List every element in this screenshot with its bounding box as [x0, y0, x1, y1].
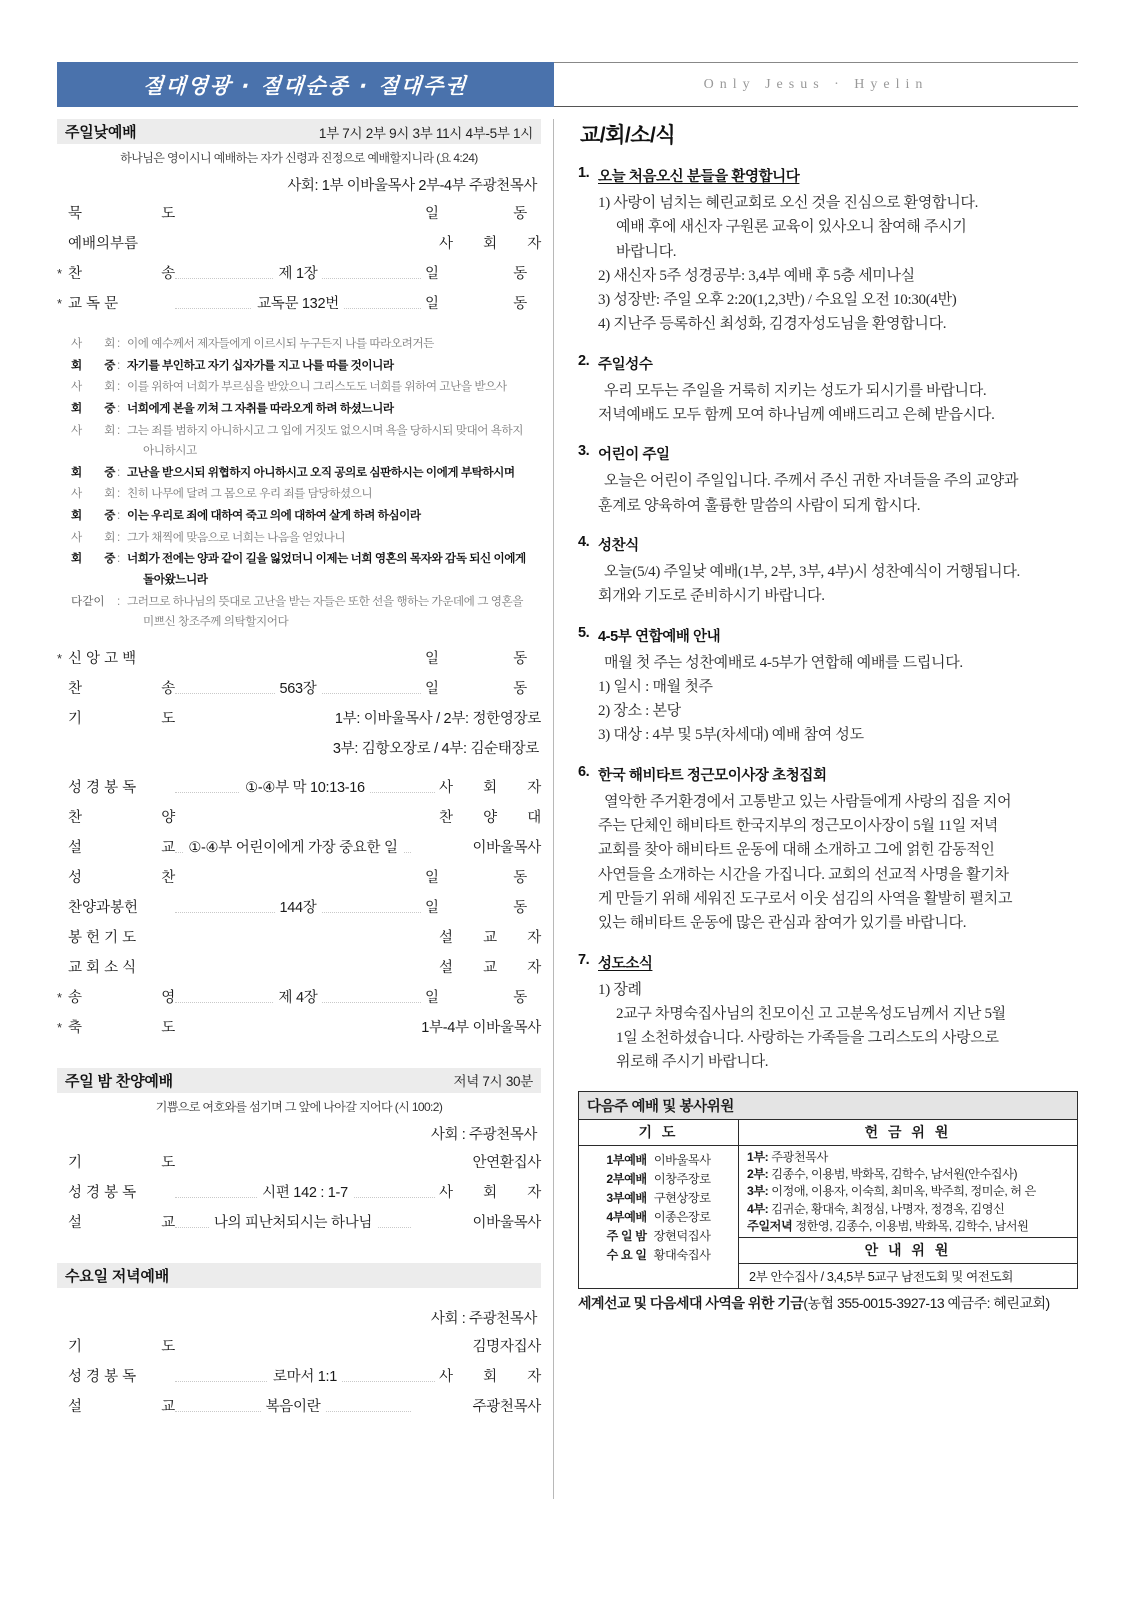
- prayer-person: 구현상장로: [653, 1190, 711, 1205]
- offering-column-header: 헌 금 위 원: [739, 1120, 1077, 1146]
- order-row-detail: [175, 1181, 435, 1202]
- prayer-assignment-row: [579, 1207, 738, 1226]
- announcement-number: 6.: [578, 763, 590, 780]
- order-row: [57, 806, 541, 836]
- announcement-line: 오늘은 어린이 주일입니다. 주께서 주신 귀한 자녀들을 주의 교양과: [604, 473, 1019, 490]
- responsive-reading-line: [71, 549, 541, 590]
- announcement-line: 매월 첫 주는 성찬예배로 4-5부가 연합해 예배를 드립니다.: [604, 654, 963, 671]
- order-row-detail-text: 제 4장: [274, 990, 323, 1006]
- order-row-label: 찬 송: [68, 680, 175, 697]
- offering-service: 4부:: [747, 1201, 772, 1216]
- responsive-speaker: 사 회: [71, 423, 115, 437]
- prayer-second-line: 3부: 김항오장로 / 4부: 김순태장로: [332, 740, 539, 757]
- order-row-person: 1부: 이바울목사 / 2부: 정한영장로: [334, 710, 541, 727]
- offering-assignments: [739, 1146, 1077, 1238]
- offering-people: 이정애, 이용자, 이숙희, 최미옥, 박주희, 정미순, 허 은: [771, 1184, 1036, 1199]
- announcement-line: 3) 성장반: 주일 오후 2:20(1,2,3반) / 수요일 오전 10:30(4반): [598, 292, 957, 309]
- prayer-assignment-row: [579, 1169, 738, 1188]
- prayer-assignment-row: [579, 1188, 738, 1207]
- announcement-body: [578, 560, 1078, 609]
- announcement-heading-text: 한국 해비타트 정근모이사장 초청집회: [598, 767, 827, 784]
- announcement-number: 3.: [578, 443, 590, 460]
- order-row-detail-text: 교독문 132번: [252, 296, 344, 312]
- announcement-line: 회개와 기도로 준비하시기 바랍니다.: [598, 588, 825, 605]
- sunday-day-order-part1: [57, 202, 541, 322]
- responsive-reading-line: [71, 528, 541, 549]
- announcement-line: 2) 장소 : 본당: [598, 703, 681, 720]
- prayer-service: 2부예배: [606, 1171, 647, 1186]
- announcement-number: 2.: [578, 352, 590, 369]
- page-title: 교/회/소/식: [580, 124, 676, 147]
- order-row-label: 찬양과봉헌: [68, 899, 139, 916]
- order-row-detail: [175, 836, 411, 857]
- order-row-detail-text: ①-④부 어린이에게 가장 중요한 일: [183, 840, 402, 856]
- guide-column-header: 안 내 위 원: [739, 1237, 1077, 1264]
- order-row-detail: [175, 1211, 411, 1232]
- section-header-sunday-day: [57, 119, 541, 144]
- order-row-label: 성 찬: [68, 869, 175, 886]
- order-row-label: 송 영: [68, 989, 175, 1006]
- order-row: [57, 707, 541, 737]
- announcement-heading-text: 오늘 처음오신 분들을 환영합니다: [598, 169, 800, 185]
- prayer-person: 이바울목사: [653, 1152, 711, 1167]
- prayer-service: 4부예배: [606, 1209, 647, 1224]
- order-row-detail-text: 144장: [275, 900, 322, 916]
- responsive-reading-line: [71, 463, 541, 484]
- announcement-line: 1) 일시 : 매월 첫주: [598, 678, 713, 695]
- order-row-label: 기 도: [68, 710, 175, 727]
- fund-line-label: 세계선교 및 다음세대 사역을 위한 기금: [578, 1295, 804, 1312]
- section-header-sunday-night: [57, 1068, 541, 1093]
- announcement-line: 1일 소천하셨습니다. 사랑하는 가족들을 그리스도의 사랑으로: [616, 1030, 999, 1047]
- order-row-person: 주광천목사: [472, 1398, 541, 1415]
- sunday-night-order: [57, 1151, 541, 1241]
- offering-assignment-row: [747, 1166, 1071, 1183]
- order-row: [57, 926, 541, 956]
- prayer-service: 수 요 일: [606, 1247, 647, 1262]
- responsive-text: 너희가 전에는 양과 같이 길을 잃었더니 이제는 너희 영혼의 목자와 감독 되신 이에게 돌아왔느니라: [127, 552, 526, 586]
- order-row-detail-text: 복음이란: [261, 1399, 326, 1415]
- announcement-line: 게 만들기 위해 세워진 도구로서 이웃 섬김의 사역을 활발히 펼치고: [598, 890, 1013, 907]
- responsive-colon: :: [117, 401, 120, 415]
- order-row-label: 설 교: [68, 1398, 175, 1415]
- announcement-body: [578, 469, 1078, 518]
- order-row-detail: [175, 896, 421, 917]
- responsive-speaker: 사 회: [71, 487, 115, 501]
- order-row-label: 묵 도: [68, 206, 175, 222]
- responsive-text: 그는 죄를 범하지 아니하시고 그 입에 거짓도 없으시며 욕을 당하시되 맞대어 욕하지 아니하시고: [127, 423, 523, 458]
- order-row: [57, 896, 541, 926]
- masthead: [57, 62, 1078, 107]
- order-row-label: 교 회 소 식: [68, 959, 137, 976]
- responsive-colon: :: [117, 487, 120, 501]
- order-row: [57, 1365, 541, 1395]
- order-row-detail-text: 나의 피난처되시는 하나님: [209, 1215, 377, 1231]
- announcement-line: 사연들을 소개하는 시간을 가집니다. 교회의 선교적 사명을 활기차: [598, 866, 1009, 883]
- offering-people: 정한영, 김종수, 이용범, 박화목, 김학수, 남서원: [795, 1219, 1029, 1234]
- order-row-person: 사 회 자: [439, 236, 541, 252]
- order-row: [57, 776, 541, 806]
- offering-people: 주광천목사: [771, 1149, 828, 1164]
- responsive-reading-line: [71, 334, 541, 355]
- order-row: [57, 232, 541, 262]
- responsive-colon: :: [117, 530, 120, 544]
- responsive-speaker: 회 중: [71, 465, 115, 479]
- content-columns: [57, 119, 1078, 1499]
- prayer-person: 이종은장로: [653, 1209, 711, 1224]
- responsive-colon: :: [117, 509, 120, 522]
- responsive-speaker: 회 중: [71, 401, 115, 415]
- prayer-person: 이창주장로: [653, 1171, 711, 1186]
- announcement-line: 저녁예배도 모두 함께 모여 하나님께 예배드리고 은혜 받읍시다.: [598, 407, 995, 424]
- order-row-detail-text: 563장: [275, 681, 322, 697]
- announcement-line: 훈계로 양육하여 훌륭한 말씀의 사람이 되게 합시다.: [598, 497, 921, 514]
- duty-table-title: 다음주 예배 및 봉사위원: [579, 1092, 1077, 1120]
- responsive-speaker: 다같이: [71, 594, 105, 608]
- responsive-reading-line: [71, 421, 541, 462]
- offering-service: 2부:: [747, 1167, 772, 1182]
- responsive-text: 그가 채찍에 맞음으로 너희는 나음을 얻었나니: [127, 530, 346, 544]
- announcement-heading-text: 성도소식: [598, 955, 653, 972]
- order-row-person: 일 동: [425, 266, 527, 282]
- announcement-heading-text: 어린이 주일: [598, 447, 670, 464]
- announcement-line: 오늘(5/4) 주일낮 예배(1부, 2부, 3부, 4부)시 성찬예식이 거행됩니다.: [604, 563, 1020, 580]
- responsive-colon: :: [117, 358, 120, 372]
- order-row-star: *: [57, 650, 62, 666]
- order-row-person: 이바울목사: [472, 839, 541, 856]
- order-row-label: 성 경 봉 독: [68, 1368, 137, 1385]
- responsive-text: 너희에게 본을 끼쳐 그 자취를 따라오게 하려 하셨느니라: [127, 401, 394, 415]
- announcement-heading: [578, 764, 1078, 785]
- order-row-person: 일 동: [425, 899, 527, 916]
- announcements-list: [578, 165, 1078, 1075]
- prayer-assignment-row: [579, 1245, 738, 1264]
- prayer-column: [579, 1120, 739, 1289]
- order-row: [57, 292, 541, 322]
- responsive-text: 이는 우리로 죄에 대하여 죽고 의에 대하여 살게 하려 하심이라: [127, 509, 421, 522]
- announcement-heading-text: 4-5부 연합예배 안내: [598, 628, 721, 645]
- announcement-heading-text: 성찬식: [598, 537, 639, 554]
- order-row-detail: [175, 1365, 435, 1386]
- announcement-body: [578, 379, 1078, 428]
- announcement-body: [578, 790, 1078, 936]
- order-row-label: 기 도: [68, 1338, 175, 1355]
- responsive-speaker: 회 중: [71, 358, 115, 372]
- sunday-night-verse: 기쁨으로 여호와를 섬기며 그 앞에 나아갈 지어다 (시 100:2): [155, 1099, 443, 1114]
- responsive-speaker: 회 중: [71, 509, 115, 522]
- order-row-label: 봉 헌 기 도: [68, 929, 137, 946]
- order-row-label: 교 독 문: [68, 296, 119, 312]
- order-row: [57, 647, 541, 677]
- order-row-person: 김명자집사: [472, 1338, 541, 1355]
- announcement-line: 열악한 주거환경에서 고통받고 있는 사람들에게 사랑의 집을 지어: [604, 793, 1012, 810]
- announcement-heading: [578, 353, 1078, 374]
- announcement-line: 교회를 찾아 해비타트 운동에 대해 소개하고 그에 얽힌 감동적인: [598, 842, 995, 859]
- announcement-heading: [578, 625, 1078, 646]
- order-row: [57, 1016, 541, 1046]
- order-row: [57, 202, 541, 232]
- responsive-colon: :: [117, 380, 120, 394]
- offering-service: 주일저녁: [747, 1219, 796, 1234]
- order-row-label: 성 경 봉 독: [68, 1184, 137, 1201]
- order-row: [57, 866, 541, 896]
- prayer-assignments: [579, 1146, 738, 1267]
- offering-people: 김종수, 이용범, 박화목, 김학수, 남서원(안수집사): [771, 1167, 1018, 1182]
- responsive-reading-line: [71, 506, 541, 527]
- offering-assignment-row: [747, 1218, 1071, 1235]
- order-row: [57, 1211, 541, 1241]
- prayer-column-header: 기 도: [579, 1120, 738, 1146]
- announcement-item: [578, 353, 1078, 428]
- announcement-heading-text: 주일성수: [598, 356, 653, 373]
- order-row-star: *: [57, 1019, 62, 1035]
- order-row-person: 일 동: [425, 680, 527, 697]
- offering-assignment-row: [747, 1183, 1071, 1200]
- offering-service: 3부:: [747, 1184, 772, 1199]
- duty-table: [578, 1091, 1078, 1290]
- order-row-person: 일 동: [425, 650, 527, 667]
- order-row: [57, 1335, 541, 1365]
- announcement-line: 예배 후에 새신자 구원론 교육이 있사오니 참여해 주시기: [616, 219, 967, 236]
- responsive-text: 이를 위하여 너희가 부르심을 받았으니 그리스도도 너희를 위하여 고난을 받으사: [127, 380, 507, 394]
- announcement-item: [578, 764, 1078, 936]
- order-row-detail: [175, 677, 421, 698]
- brand-banner: [57, 62, 554, 107]
- bulletin-page: [0, 62, 1123, 1598]
- order-row-person: 1부-4부 이바울목사: [421, 1019, 541, 1036]
- section-title: 주일 밤 찬양예배: [65, 1072, 173, 1090]
- announcement-heading: [578, 952, 1078, 973]
- responsive-text: 자기를 부인하고 자기 십자가를 지고 나를 따를 것이니라: [127, 358, 394, 372]
- order-row-star: *: [57, 989, 62, 1005]
- responsive-text: 친히 나무에 달려 그 몸으로 우리 죄를 담당하셨으니: [127, 487, 373, 501]
- responsive-reading-line: [71, 592, 541, 633]
- order-row: [57, 677, 541, 707]
- offering-assignment-row: [747, 1149, 1071, 1166]
- announcement-heading: [578, 534, 1078, 555]
- responsive-reading: [71, 334, 541, 633]
- order-row-detail: [175, 292, 421, 313]
- offering-service: 1부:: [747, 1149, 772, 1164]
- order-row-star: *: [57, 296, 62, 311]
- announcement-line: 바랍니다.: [616, 243, 677, 260]
- order-row-person: 사 회 자: [439, 779, 541, 796]
- announcement-body: [578, 651, 1078, 748]
- responsive-colon: :: [117, 423, 120, 437]
- announcement-number: 1.: [578, 165, 590, 181]
- section-title: 수요일 저녁예배: [65, 1267, 169, 1285]
- responsive-speaker: 사 회: [71, 380, 115, 394]
- sunday-day-order-part2: [57, 647, 541, 737]
- responsive-speaker: 사 회: [71, 337, 115, 350]
- wednesday-leader: 사회 : 주광천목사: [430, 1310, 537, 1327]
- right-column: [554, 119, 1078, 1499]
- announcement-line: 우리 모두는 주일을 거룩히 지키는 성도가 되시기를 바랍니다.: [604, 382, 987, 399]
- sunday-day-order-part3: [57, 776, 541, 1046]
- offering-assignment-row: [747, 1201, 1071, 1218]
- sunday-day-leader: 사회: 1부 이바울목사 2부-4부 주광천목사: [287, 178, 537, 194]
- order-row-person: 일 동: [425, 989, 527, 1006]
- order-row-person: 설 교 자: [439, 929, 541, 946]
- responsive-reading-line: [71, 484, 541, 505]
- order-row-label: 찬 양: [68, 809, 175, 826]
- order-row: [57, 1181, 541, 1211]
- announcement-body: [578, 978, 1078, 1075]
- order-row-detail: [175, 1395, 411, 1416]
- announcement-item: [578, 443, 1078, 518]
- fund-line: [578, 1293, 1078, 1313]
- order-row-detail-text: 제 1장: [274, 266, 323, 282]
- announcement-item: [578, 165, 1078, 337]
- fund-line-account: (농협 355-0015-3927-13 예금주: 혜린교회): [803, 1295, 1050, 1312]
- responsive-colon: :: [117, 552, 120, 566]
- brand-tagline-area: [554, 62, 1078, 107]
- prayer-person: 장현덕집사: [653, 1228, 711, 1243]
- order-row-person: 일 동: [425, 296, 527, 312]
- order-row-person: 일 동: [425, 206, 527, 222]
- responsive-text: 이에 예수께서 제자들에게 이르시되 누구든지 나를 따라오려거든: [127, 337, 434, 350]
- order-row-label: 예배의부름: [68, 236, 139, 252]
- offering-guide-column: [739, 1120, 1077, 1289]
- order-row-detail: [175, 776, 435, 797]
- announcement-item: [578, 952, 1078, 1075]
- section-times: 1부 7시 2부 9시 3부 11시 4부-5부 1시: [318, 125, 533, 141]
- left-column: [57, 119, 554, 1499]
- section-title: 주일낮예배: [65, 124, 137, 141]
- order-row-person: 이바울목사: [472, 1214, 541, 1231]
- order-row-person: 사 회 자: [439, 1184, 541, 1201]
- section-header-wednesday: [57, 1263, 541, 1288]
- announcement-line: 있는 해비타트 운동에 많은 관심과 참여가 있기를 바랍니다.: [598, 915, 967, 932]
- prayer-service: 1부예배: [606, 1152, 647, 1167]
- announcement-line: 1) 장례: [598, 981, 642, 998]
- order-row-label: 찬 송: [68, 266, 175, 282]
- responsive-reading-line: [71, 356, 541, 377]
- announcement-line: 1) 사랑이 넘치는 혜린교회로 오신 것을 진심으로 환영합니다.: [598, 195, 979, 211]
- order-row-person: 설 교 자: [439, 959, 541, 976]
- order-row-label: 축 도: [68, 1019, 175, 1036]
- duty-table-grid: [579, 1120, 1077, 1289]
- order-row-detail-text: ①-④부 막 10:13-16: [240, 780, 370, 796]
- responsive-reading-line: [71, 377, 541, 398]
- order-row-detail-text: 로마서 1:1: [268, 1369, 342, 1385]
- responsive-reading-line: [71, 399, 541, 420]
- responsive-colon: :: [117, 465, 120, 479]
- order-row-star: *: [57, 266, 62, 281]
- announcement-body: [578, 191, 1078, 337]
- responsive-speaker: 사 회: [71, 530, 115, 544]
- order-row-person: 사 회 자: [439, 1368, 541, 1385]
- announcement-line: 위로해 주시기 바랍니다.: [616, 1054, 769, 1071]
- guide-assignment: 2부 안수집사 / 3,4,5부 5교구 남전도회 및 여전도회: [749, 1270, 1014, 1285]
- order-row: [57, 1151, 541, 1181]
- prayer-assignment-row: [579, 1150, 738, 1169]
- order-row-detail: [175, 262, 421, 283]
- wednesday-order: [57, 1335, 541, 1425]
- order-row-label: 기 도: [68, 1154, 175, 1171]
- announcement-heading: [578, 165, 1078, 186]
- offering-people: 김귀순, 황대숙, 최정심, 나명자, 정경옥, 김영신: [771, 1201, 1005, 1216]
- order-row: [57, 836, 541, 866]
- order-row-label: 성 경 봉 독: [68, 779, 137, 796]
- order-row-label: 설 교: [68, 839, 175, 856]
- order-row-label: 설 교: [68, 1214, 175, 1231]
- responsive-colon: :: [117, 594, 120, 608]
- order-row-person: 찬 양 대: [439, 809, 541, 826]
- announcement-number: 4.: [578, 533, 590, 550]
- brand-slogan: 절대영광 · 절대순종 · 절대주권: [142, 73, 469, 98]
- order-row-detail: [175, 986, 421, 1007]
- sunday-night-leader: 사회 : 주광천목사: [430, 1126, 537, 1143]
- responsive-text: 고난을 받으시되 위협하지 아니하시고 오직 공의로 심판하시는 이에게 부탁하시며: [127, 465, 515, 479]
- prayer-person: 황대숙집사: [653, 1247, 711, 1262]
- order-row: [57, 262, 541, 292]
- announcement-line: 2) 새신자 5주 성경공부: 3,4부 예배 후 5층 세미나실: [598, 267, 915, 284]
- section-times: 저녁 7시 30분: [453, 1074, 533, 1090]
- order-row-person: 일 동: [425, 869, 527, 886]
- announcement-item: [578, 625, 1078, 748]
- announcement-line: 3) 대상 : 4부 및 5부(차세대) 예배 참여 성도: [598, 727, 864, 744]
- prayer-service: 3부예배: [606, 1190, 647, 1205]
- responsive-speaker: 회 중: [71, 552, 115, 566]
- order-row: [57, 986, 541, 1016]
- announcement-number: 5.: [578, 624, 590, 641]
- order-row: [57, 1395, 541, 1425]
- prayer-service: 주 일 밤: [606, 1228, 647, 1243]
- responsive-colon: :: [117, 337, 120, 350]
- announcement-line: 주는 단체인 해비타트 한국지부의 정근모이사장이 5월 11일 저녁: [598, 818, 998, 835]
- sunday-day-verse: 하나님은 영이시니 예배하는 자가 신령과 진정으로 예배할지니라 (요 4:24): [120, 151, 478, 165]
- order-row-person: 안연환집사: [472, 1154, 541, 1171]
- order-row: [57, 956, 541, 986]
- brand-tagline: Only Jesus · Hyelin: [703, 76, 929, 92]
- announcement-number: 7.: [578, 951, 590, 968]
- responsive-text: 그러므로 하나님의 뜻대로 고난을 받는 자들은 또한 선을 행하는 가운데에 그 영혼을 미쁘신 창조주께 의탁할지어다: [127, 594, 523, 629]
- order-row-label: 신 앙 고 백: [68, 650, 137, 667]
- announcement-line: 2교구 차명숙집사님의 친모이신 고 고분옥성도님께서 지난 5월: [616, 1005, 1006, 1022]
- announcement-heading: [578, 443, 1078, 464]
- prayer-assignment-row: [579, 1226, 738, 1245]
- announcement-line: 4) 지난주 등록하신 최성화, 김경자성도님을 환영합니다.: [598, 316, 947, 333]
- announcement-item: [578, 534, 1078, 609]
- order-row-detail-text: 시편 142 : 1-7: [257, 1185, 353, 1201]
